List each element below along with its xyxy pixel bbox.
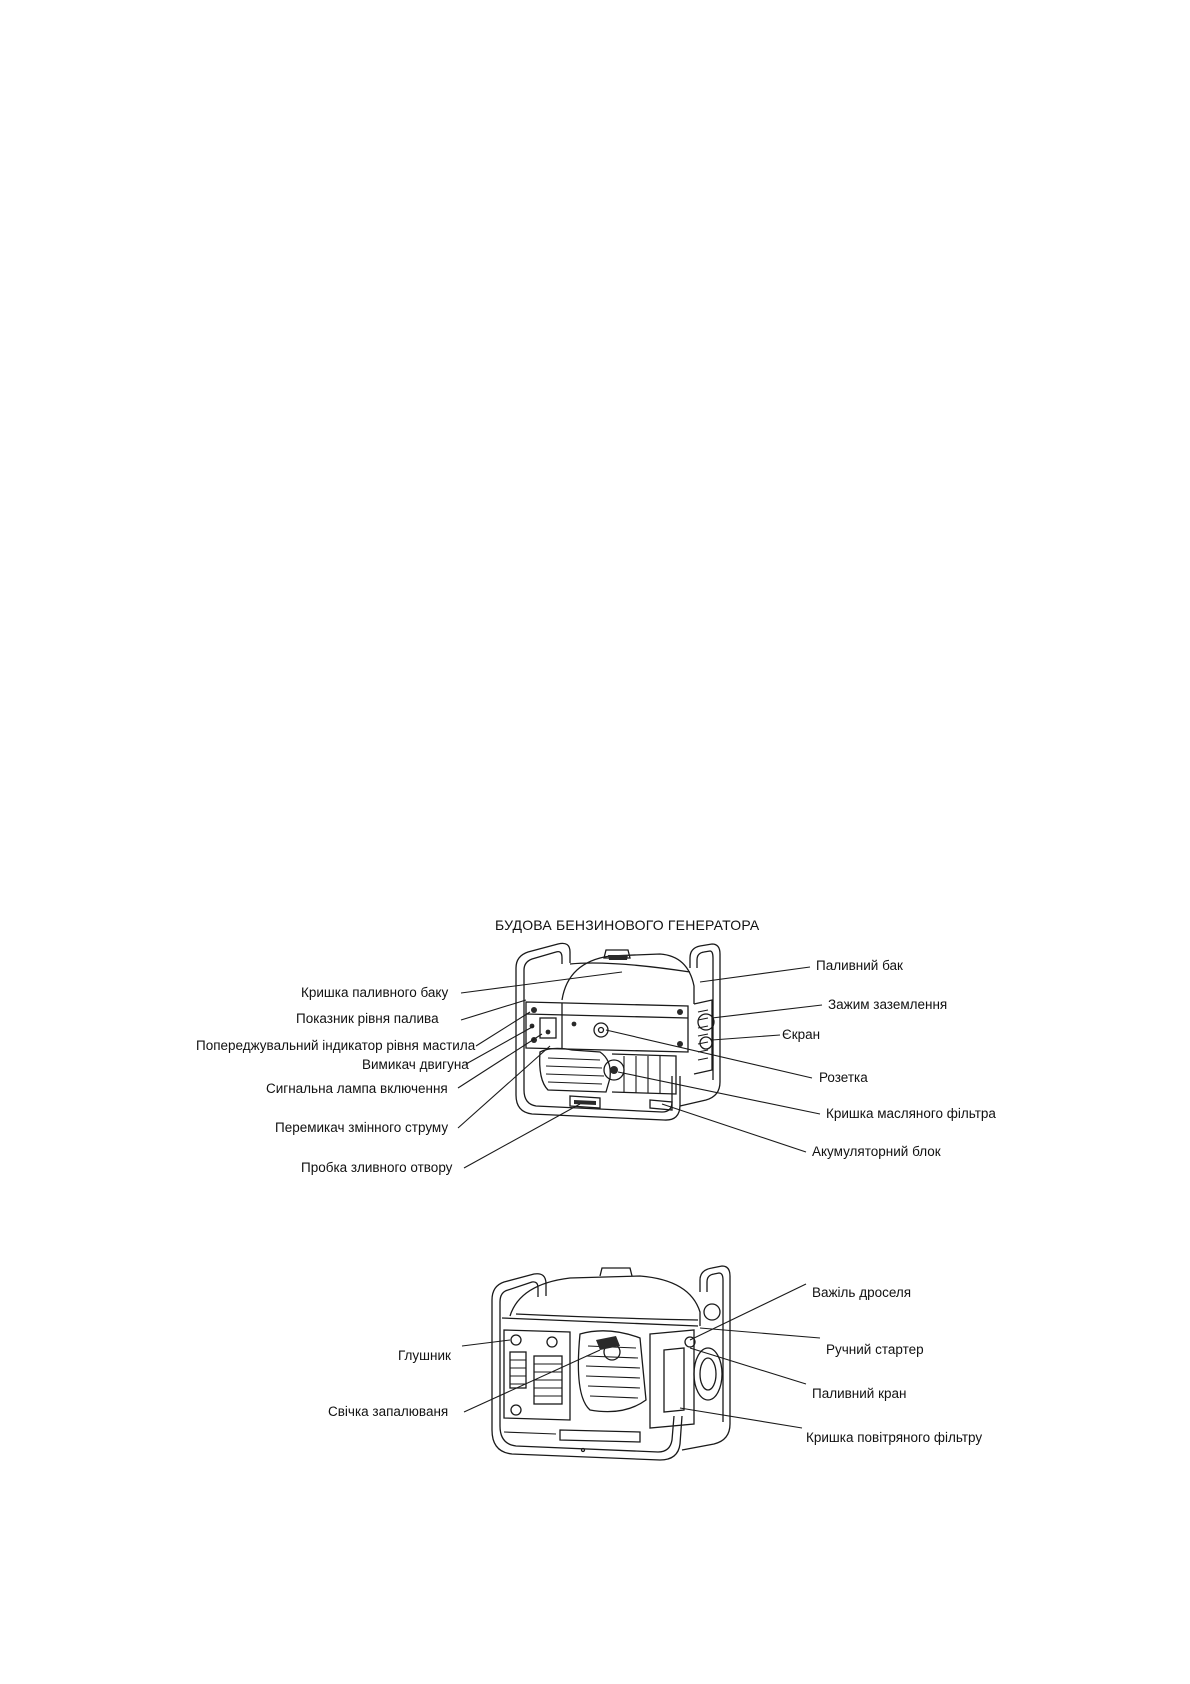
diagram-title: БУДОВА БЕНЗИНОВОГО ГЕНЕРАТОРА [495, 917, 760, 933]
label-muffler: Глушник [398, 1348, 451, 1363]
front-generator-illustration [516, 943, 720, 1120]
label-air-filter-cover: Кришка повітряного фільтру [806, 1430, 983, 1445]
front-leader-lines [458, 967, 822, 1168]
label-drain-plug: Пробка зливного отвору [301, 1160, 453, 1175]
label-battery-unit: Акумуляторний блок [812, 1144, 941, 1159]
label-spark-plug: Свічка запалюваня [328, 1404, 449, 1419]
label-fuel-level-indicator: Показник рівня палива [296, 1011, 439, 1026]
label-oil-warning-indicator: Попереджувальний індикатор рівня мастила [196, 1038, 476, 1053]
rear-generator-illustration [492, 1266, 730, 1460]
label-fuel-tank: Паливний бак [816, 958, 903, 973]
label-recoil-starter: Ручний стартер [826, 1342, 924, 1357]
label-fuel-valve: Паливний кран [812, 1386, 907, 1401]
label-screen: Єкран [782, 1027, 821, 1042]
label-ac-switch: Перемикач змінного струму [275, 1120, 449, 1135]
label-ground-terminal: Зажим заземлення [828, 997, 948, 1012]
label-fuel-tank-cap: Кришка паливного баку [301, 985, 449, 1000]
label-pilot-lamp: Сигнальна лампа включення [266, 1081, 448, 1096]
label-oil-filter-cap: Кришка масляного фільтра [826, 1106, 996, 1121]
label-choke-lever: Важіль дроселя [812, 1285, 912, 1300]
label-socket: Розетка [819, 1070, 868, 1085]
label-engine-switch: Вимикач двигуна [362, 1057, 469, 1072]
rear-leader-lines [462, 1284, 820, 1428]
